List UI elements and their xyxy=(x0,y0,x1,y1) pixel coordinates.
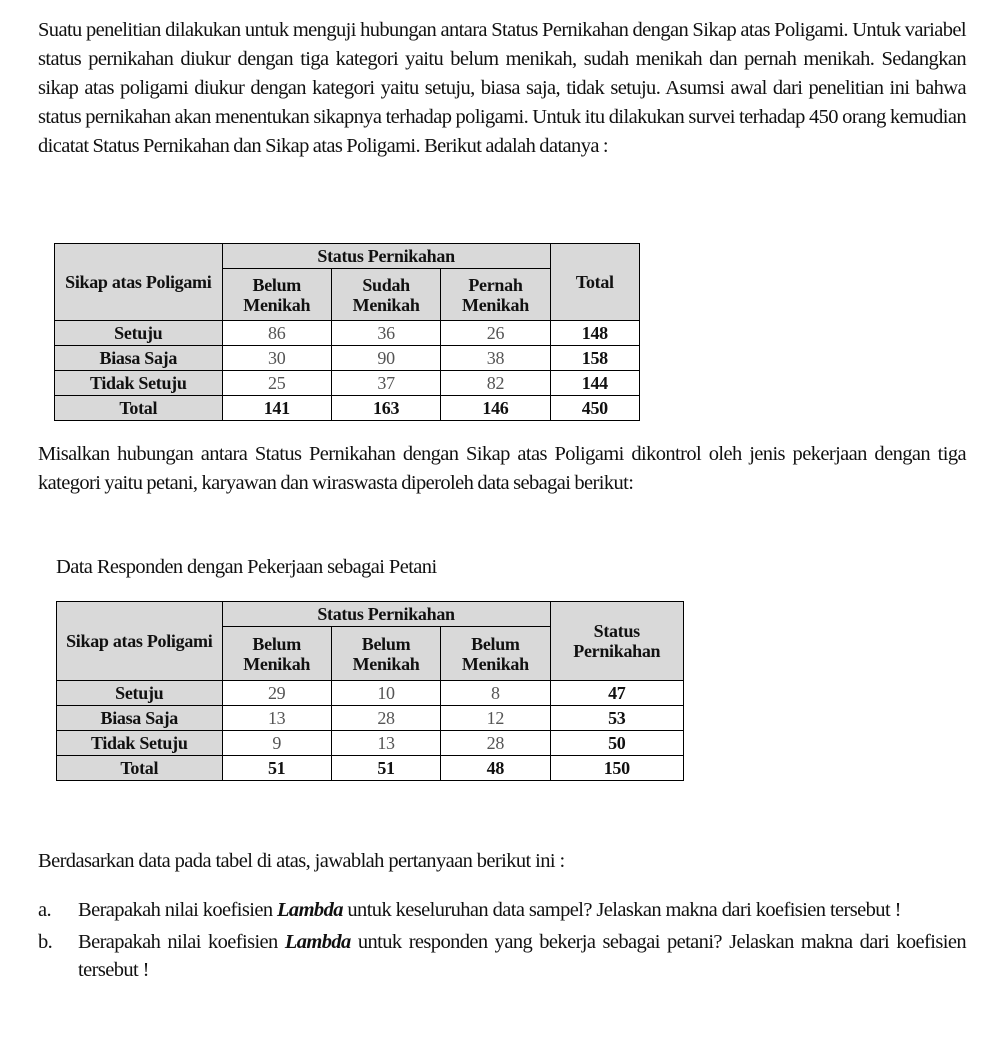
cell-value: 90 xyxy=(331,346,440,371)
footer-label: Total xyxy=(55,396,223,421)
row-label: Tidak Setuju xyxy=(57,731,223,756)
cell-value: 29 xyxy=(222,681,331,706)
question-text-part: untuk responden yang bekerja sebagai petani? Jelaskan makna dari koefisien tersebut ! xyxy=(78,931,966,981)
column-total: 51 xyxy=(222,756,331,781)
group-header: Status Pernikahan xyxy=(222,602,550,627)
column-total: 48 xyxy=(441,756,550,781)
question-text-part: untuk keseluruhan data sampel? Jelaskan makna dari koefisien tersebut ! xyxy=(342,899,901,921)
column-header: Pernah Menikah xyxy=(441,269,550,321)
table-footer-row xyxy=(55,396,640,421)
column-header: Belum Menikah xyxy=(441,627,550,681)
column-total: 141 xyxy=(222,396,331,421)
cell-value: 86 xyxy=(222,321,331,346)
list-item xyxy=(38,896,966,924)
cell-value: 37 xyxy=(331,371,440,396)
question-intro: Berdasarkan data pada tabel di atas, jawablah pertanyaan berikut ini : xyxy=(38,850,565,872)
emphasized-term: Lambda xyxy=(284,931,351,953)
question-text xyxy=(78,928,966,984)
cell-value: 38 xyxy=(441,346,550,371)
row-label: Biasa Saja xyxy=(55,346,223,371)
column-header: Sudah Menikah xyxy=(331,269,440,321)
cell-value: 36 xyxy=(331,321,440,346)
table-row xyxy=(55,346,640,371)
cell-value: 82 xyxy=(441,371,550,396)
table-footer-row xyxy=(57,756,684,781)
middle-paragraph: Misalkan hubungan antara Status Pernikahan dengan Sikap atas Poligami dikontrol oleh jenis pekerjaan dengan tiga kategori yaitu petani, karyawan dan wiraswasta diperoleh data sebagai berikut: xyxy=(38,443,966,494)
row-total: 144 xyxy=(550,371,639,396)
table-row xyxy=(57,731,684,756)
cell-value: 10 xyxy=(331,681,440,706)
grand-total: 450 xyxy=(550,396,639,421)
list-item xyxy=(38,928,966,984)
total-header: Total xyxy=(550,244,639,321)
contingency-table-all xyxy=(54,243,640,421)
emphasized-term: Lambda xyxy=(277,899,343,921)
contingency-table-petani xyxy=(56,601,684,781)
row-total: 47 xyxy=(550,681,683,706)
cell-value: 25 xyxy=(222,371,331,396)
intro-paragraph: Suatu penelitian dilakukan untuk menguji hubungan antara Status Pernikahan dengan Sikap atas Poligami. Untuk variabel status pernikahan diukur dengan tiga kategori yaitu belum menikah, sudah menikah dan pernah menikah. Sedangkan sikap atas poligami diukur dengan kategori yaitu setuju, biasa saja, tidak setuju. Asumsi awal dari penelitian ini bahwa status pernikahan akan menentukan sikapnya terhadap poligami. Untuk itu dilakukan survei terhadap 450 orang kemudian dicatat Status Pernikahan dan Sikap atas Poligami. Berikut adalah datanya : xyxy=(38,19,966,157)
cell-value: 28 xyxy=(441,731,550,756)
group-header: Status Pernikahan xyxy=(222,244,550,269)
cell-value: 13 xyxy=(331,731,440,756)
cell-value: 9 xyxy=(222,731,331,756)
list-marker: a. xyxy=(38,899,52,921)
table-row xyxy=(55,321,640,346)
row-total: 148 xyxy=(550,321,639,346)
middle-section xyxy=(38,440,966,530)
column-header: Belum Menikah xyxy=(222,269,331,321)
row-total: 53 xyxy=(550,706,683,731)
list-marker: b. xyxy=(38,931,53,953)
grand-total: 150 xyxy=(550,756,683,781)
row-label: Setuju xyxy=(57,681,223,706)
total-header: Status Pernikahan xyxy=(550,602,683,681)
row-total: 50 xyxy=(550,731,683,756)
table-row xyxy=(57,681,684,706)
column-header: Belum Menikah xyxy=(222,627,331,681)
question-list xyxy=(38,896,966,988)
cell-value: 13 xyxy=(222,706,331,731)
column-total: 163 xyxy=(331,396,440,421)
column-total: 146 xyxy=(441,396,550,421)
footer-label: Total xyxy=(57,756,223,781)
table-row xyxy=(55,371,640,396)
cell-value: 8 xyxy=(441,681,550,706)
column-total: 51 xyxy=(331,756,440,781)
table2-caption: Data Responden dengan Pekerjaan sebagai Petani xyxy=(56,556,437,578)
row-total: 158 xyxy=(550,346,639,371)
cell-value: 30 xyxy=(222,346,331,371)
row-header: Sikap atas Poligami xyxy=(57,602,223,681)
question-text-part: Berapakah nilai koefisien xyxy=(78,931,285,953)
cell-value: 26 xyxy=(441,321,550,346)
cell-value: 12 xyxy=(441,706,550,731)
row-header: Sikap atas Poligami xyxy=(55,244,223,321)
table-row xyxy=(57,706,684,731)
row-label: Setuju xyxy=(55,321,223,346)
question-text-part: Berapakah nilai koefisien xyxy=(78,899,277,921)
column-header: Belum Menikah xyxy=(331,627,440,681)
row-label: Biasa Saja xyxy=(57,706,223,731)
row-label: Tidak Setuju xyxy=(55,371,223,396)
document-page xyxy=(38,16,966,236)
question-text xyxy=(78,896,966,924)
cell-value: 28 xyxy=(331,706,440,731)
